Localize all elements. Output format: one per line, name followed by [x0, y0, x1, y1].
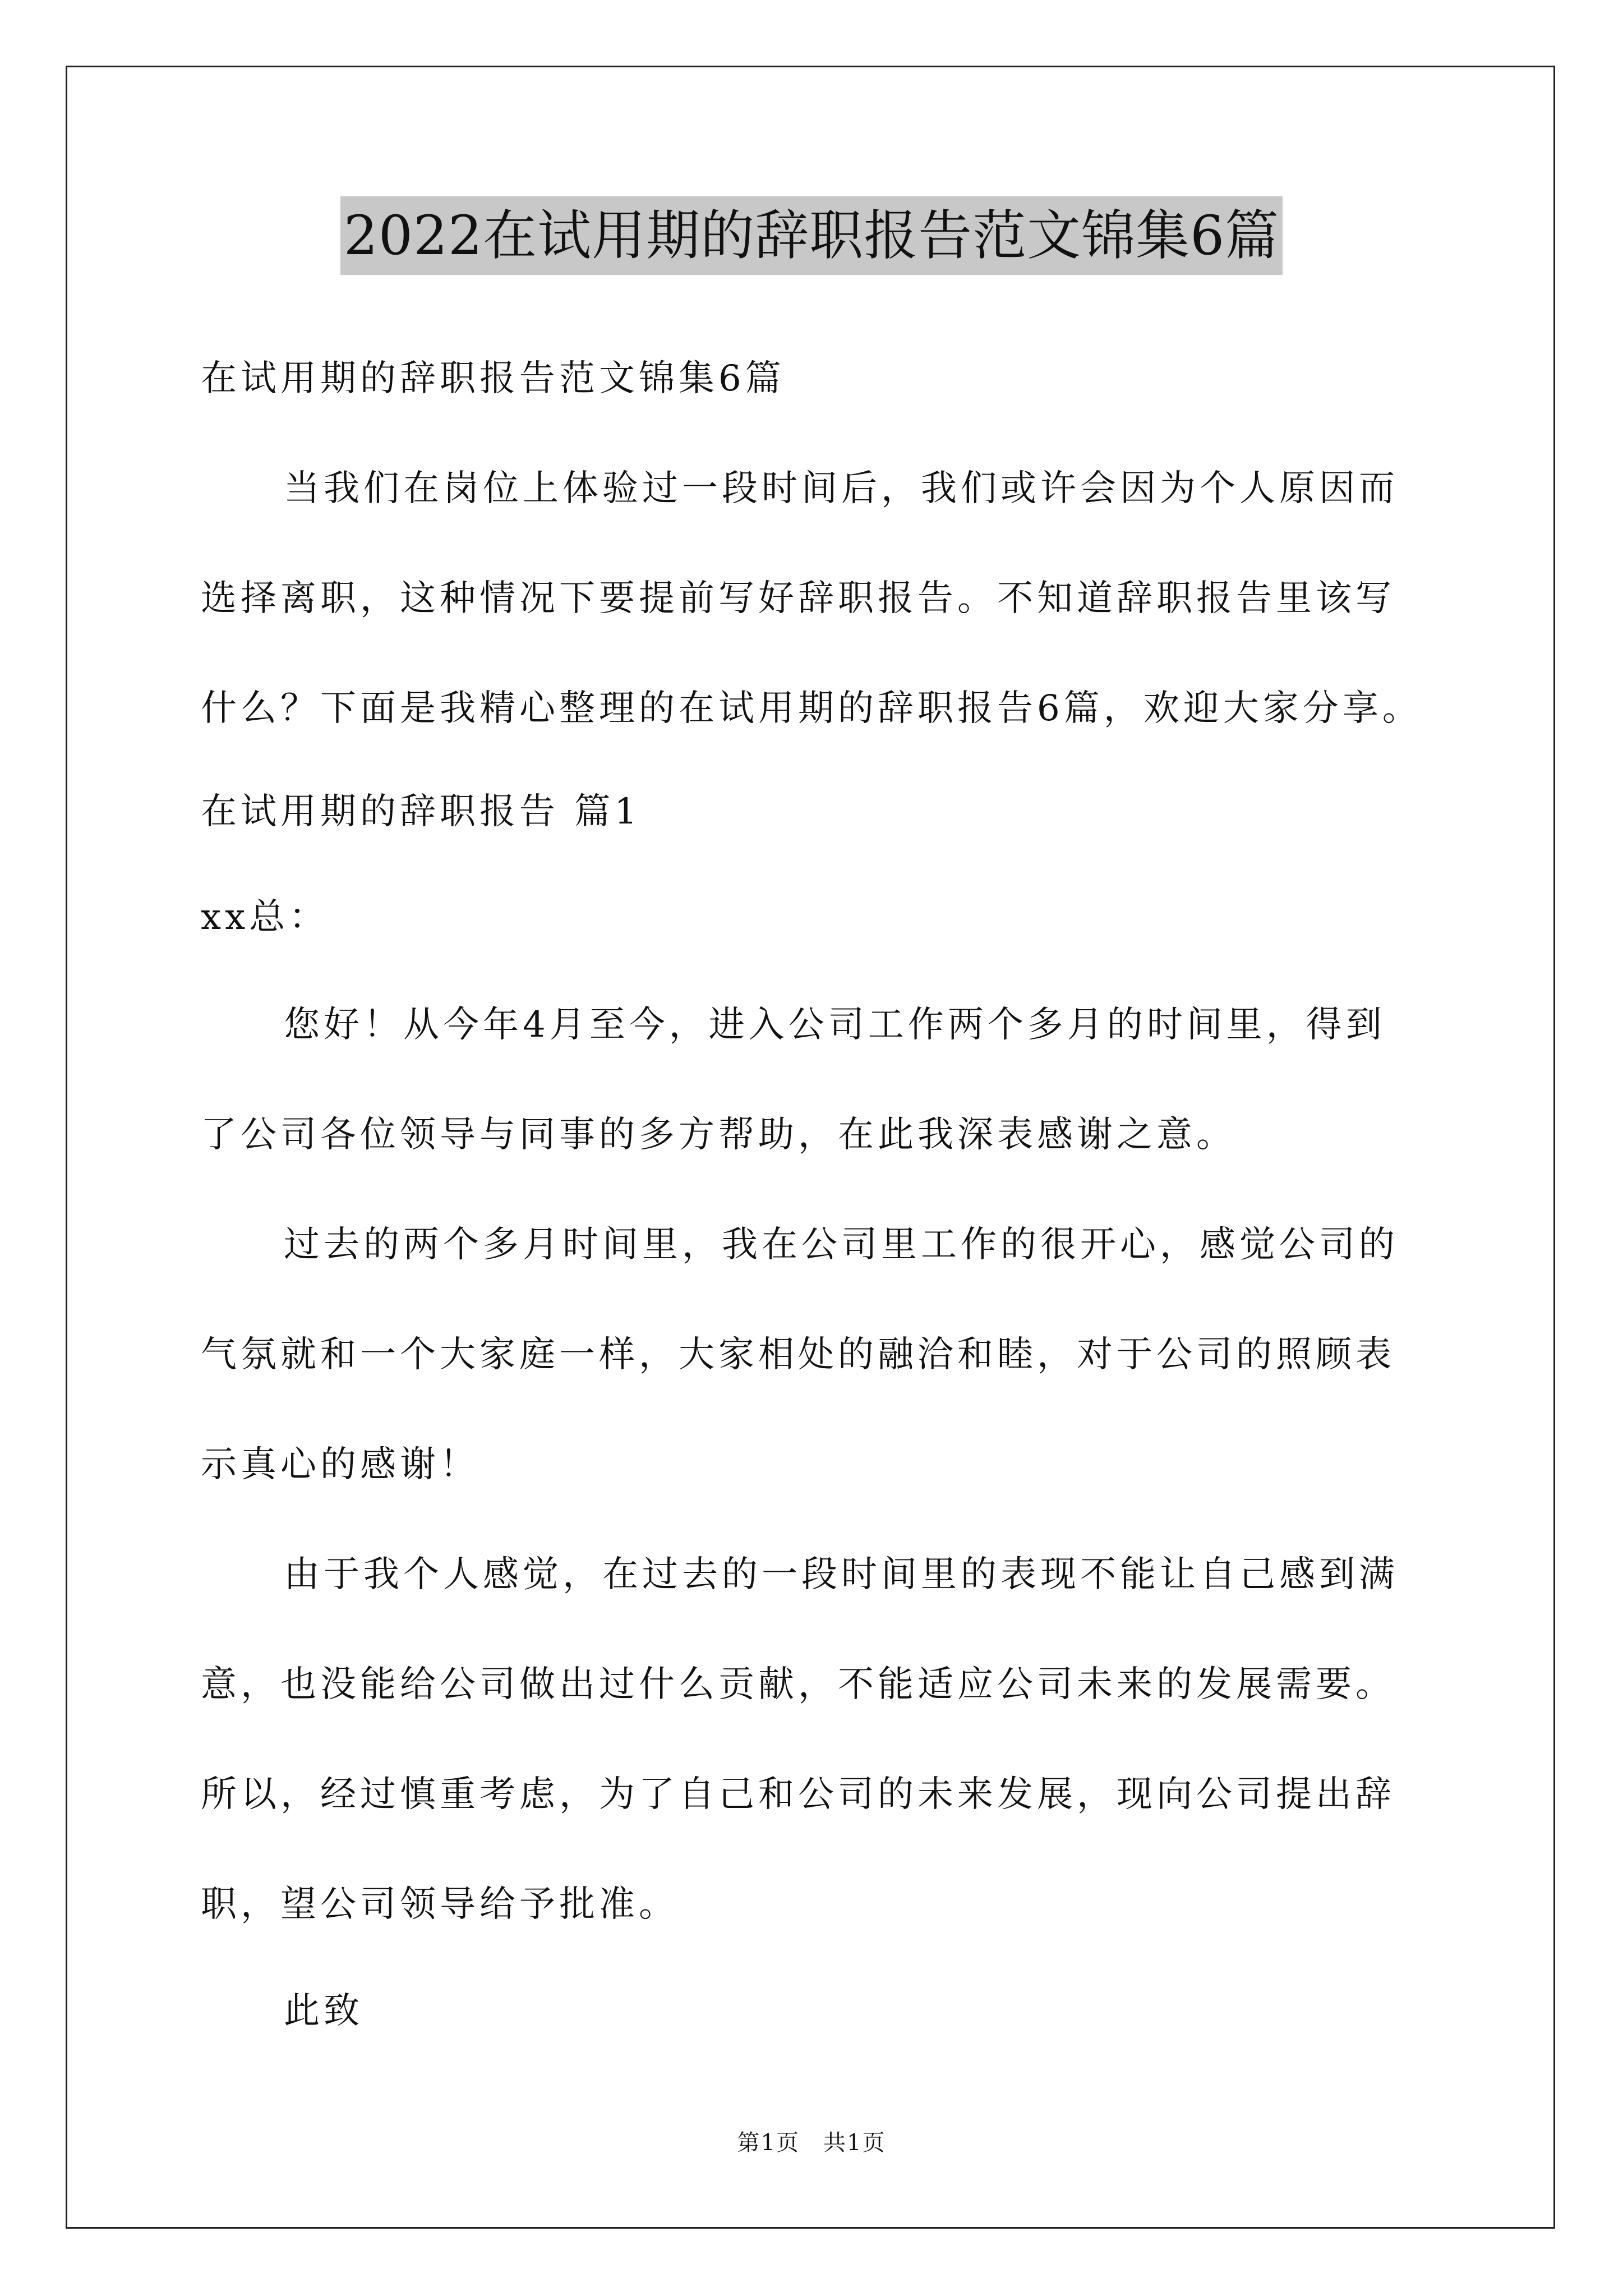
- paragraph-line: 了公司各位领导与同事的多方帮助，在此我深表感谢之意。: [201, 1114, 1236, 1156]
- paragraph-line: 什么？下面是我精心整理的在试用期的辞职报告6篇，欢迎大家分享。: [201, 688, 1422, 729]
- paragraph-line: 由于我个人感觉，在过去的一段时间里的表现不能让自己感到满: [284, 1554, 1399, 1595]
- paragraph-line: 所以，经过慎重考虑，为了自己和公司的未来发展，现向公司提出辞: [201, 1774, 1395, 1815]
- paragraph-line: 意，也没能给公司做出过什么贡献，不能适应公司未来的发展需要。: [201, 1664, 1395, 1705]
- paragraph-line: 职，望公司领导给予批准。: [201, 1884, 679, 1925]
- subtitle-line: 在试用期的辞职报告范文锦集6篇: [201, 358, 785, 399]
- salutation: xx总：: [201, 896, 329, 938]
- paragraph-line: 选择离职，这种情况下要提前写好辞职报告。不知道辞职报告里该写: [201, 578, 1395, 619]
- title-container: [0, 196, 1623, 275]
- paragraph-line: 气氛就和一个大家庭一样，大家相处的融洽和睦，对于公司的照顾表: [201, 1334, 1395, 1375]
- paragraph-line: 当我们在岗位上体验过一段时间后，我们或许会因为个人原因而: [284, 468, 1399, 509]
- paragraph-line: 示真心的感谢！: [201, 1444, 479, 1485]
- page-footer: 第1页 共1页: [737, 2130, 886, 2156]
- section-heading: 在试用期的辞职报告 篇1: [201, 791, 642, 832]
- paragraph-line: 您好！从今年4月至今，进入公司工作两个多月的时间里，得到: [284, 1004, 1386, 1046]
- paragraph-line: 过去的两个多月时间里，我在公司里工作的很开心，感觉公司的: [284, 1224, 1399, 1266]
- closing-line: 此致: [284, 1990, 363, 2032]
- document-title: 2022在试用期的辞职报告范文锦集6篇: [340, 196, 1283, 275]
